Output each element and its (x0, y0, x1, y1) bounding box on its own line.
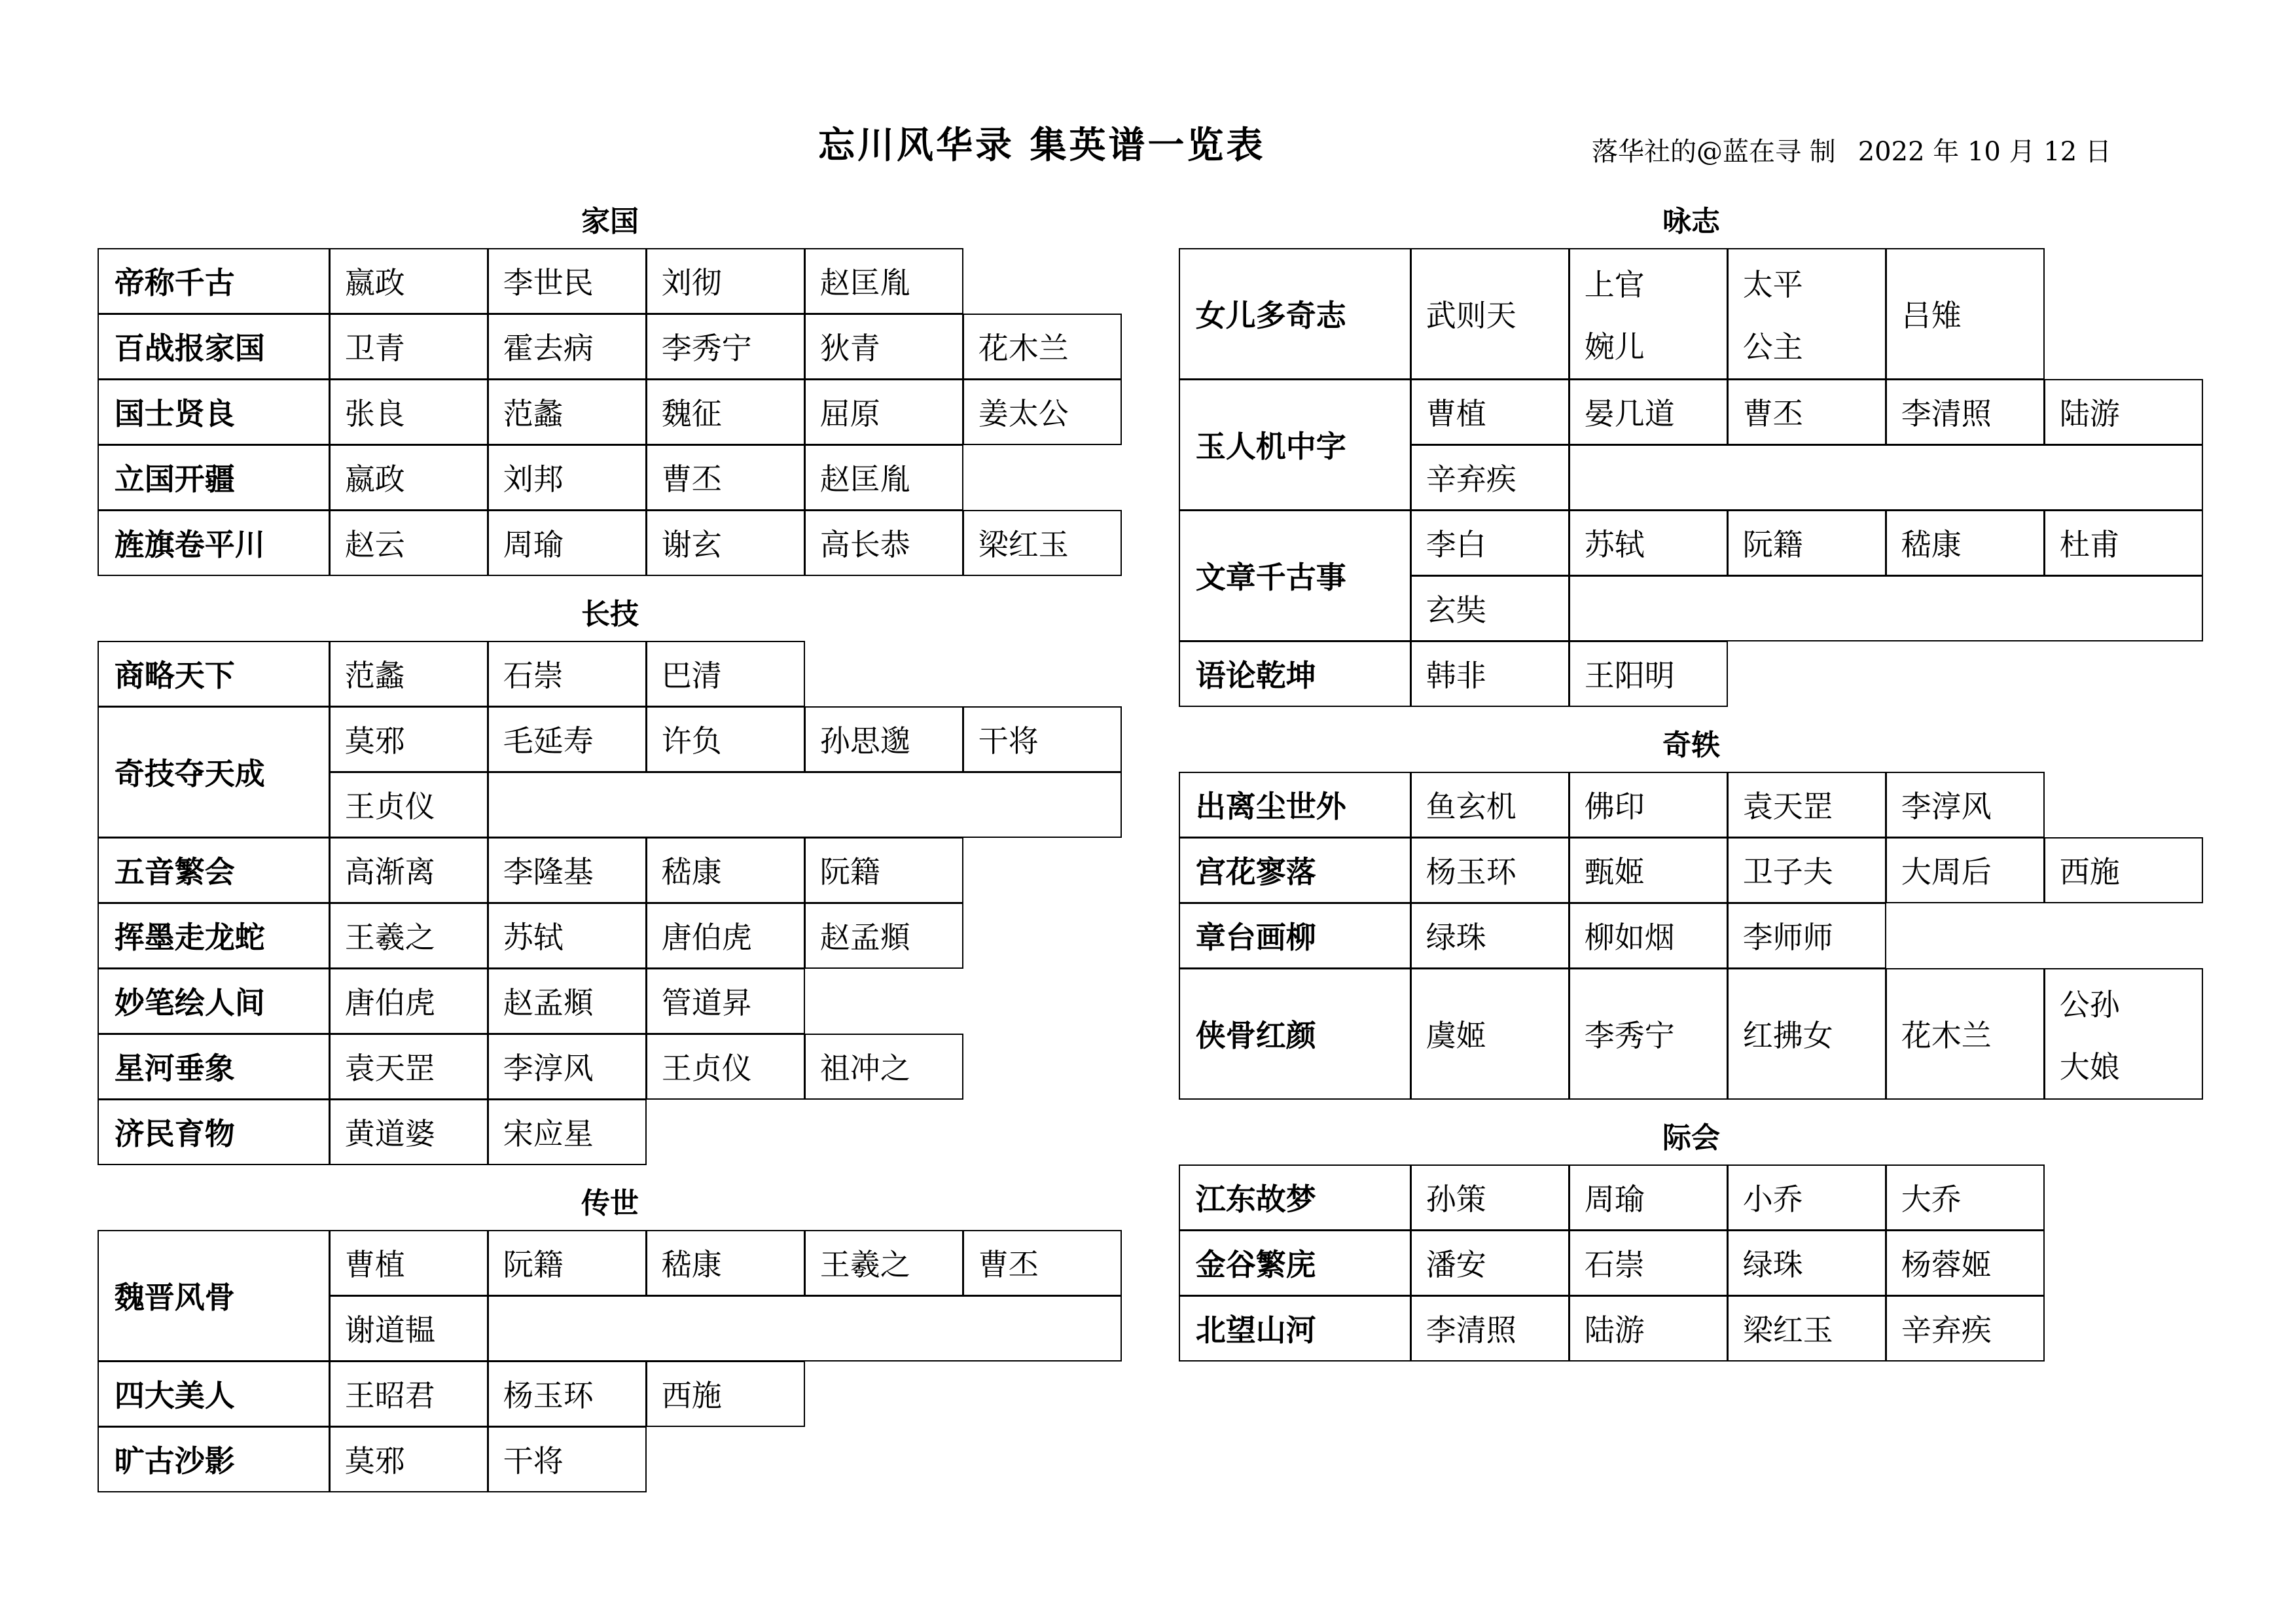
name-cell (1569, 248, 1728, 380)
name-cell: 李淳风 (488, 1034, 647, 1100)
name-cell: 孙策 (1410, 1164, 1570, 1231)
category-cell: 挥墨走龙蛇 (98, 903, 330, 969)
category-cell: 奇技夺天成 (98, 706, 330, 838)
name-cell: 鱼玄机 (1410, 772, 1570, 838)
name-cell (1410, 248, 1570, 380)
name-cell: 梁红玉 (1727, 1295, 1886, 1362)
category-cell: 金谷繁庑 (1179, 1230, 1411, 1296)
name-cell: 潘安 (1410, 1230, 1570, 1296)
name-cell: 韩非 (1410, 641, 1570, 707)
name-cell: 杨玉环 (488, 1361, 647, 1427)
name-cell: 范蠡 (329, 641, 488, 707)
name-cell: 王昭君 (329, 1361, 488, 1427)
name-cell: 甄姬 (1569, 837, 1728, 903)
name-cell: 莫邪 (329, 706, 488, 772)
name-cell: 西施 (2044, 837, 2203, 903)
section-heading: 家国 (581, 205, 639, 238)
name-cell: 唐伯虎 (329, 968, 488, 1034)
name-cell: 许负 (646, 706, 805, 772)
name-cell: 赵匡胤 (804, 444, 963, 511)
name-cell: 王羲之 (329, 903, 488, 969)
name-cell: 曹丕 (963, 1230, 1122, 1296)
name-cell: 陆游 (2044, 379, 2203, 445)
name-cell: 谢玄 (646, 510, 805, 576)
name-cell: 唐伯虎 (646, 903, 805, 969)
publish-date: 2022 年 10 月 12 日 (1857, 137, 2111, 167)
name-cell (2044, 968, 2203, 1100)
category-cell: 玉人机中字 (1179, 379, 1411, 511)
name-cell: 杜甫 (2044, 510, 2203, 576)
name-cell: 魏征 (646, 379, 805, 445)
section-heading: 奇轶 (1662, 729, 1720, 762)
category-cell: 五音繁会 (98, 837, 330, 903)
category-cell: 女儿多奇志 (1179, 248, 1411, 380)
category-cell: 济民育物 (98, 1099, 330, 1165)
empty-cell (1569, 575, 2203, 641)
name-cell: 张良 (329, 379, 488, 445)
category-cell: 出离尘世外 (1179, 772, 1411, 838)
name-cell (1727, 968, 1886, 1100)
name-cell: 管道昇 (646, 968, 805, 1034)
name-cell: 李隆基 (488, 837, 647, 903)
name-cell: 卫子夫 (1727, 837, 1886, 903)
name-cell: 佛印 (1569, 772, 1728, 838)
name-cell: 玄奘 (1410, 575, 1570, 641)
name-line: 公孙 (2059, 987, 2120, 1023)
page-title: 忘川风华录 集英谱一览表 (818, 124, 1266, 167)
name-cell: 嬴政 (329, 444, 488, 511)
name-cell: 石崇 (1569, 1230, 1728, 1296)
name-cell: 石崇 (488, 641, 647, 707)
empty-cell (488, 772, 1122, 838)
name-cell: 嵇康 (1886, 510, 2045, 576)
name-cell: 谢道韫 (329, 1295, 488, 1362)
category-cell: 百战报家国 (98, 314, 330, 380)
category-cell: 旌旗卷平川 (98, 510, 330, 576)
category-cell: 旷古沙影 (98, 1426, 330, 1492)
name-cell: 绿珠 (1410, 903, 1570, 969)
name-cell: 嵇康 (646, 1230, 805, 1296)
category-cell: 语论乾坤 (1179, 641, 1411, 707)
name-cell: 绿珠 (1727, 1230, 1886, 1296)
name-line: 红拂女 (1742, 1018, 1833, 1054)
name-cell: 阮籍 (804, 837, 963, 903)
name-cell (1410, 968, 1570, 1100)
name-cell: 孙思邈 (804, 706, 963, 772)
author-credit: 落华社的@蓝在寻 制 (1592, 137, 1836, 167)
name-cell (1727, 248, 1886, 380)
name-cell: 陆游 (1569, 1295, 1728, 1362)
empty-cell (1569, 444, 2203, 511)
name-cell: 干将 (963, 706, 1122, 772)
name-cell: 柳如烟 (1569, 903, 1728, 969)
name-cell: 李世民 (488, 248, 647, 314)
category-cell: 文章千古事 (1179, 510, 1411, 641)
name-cell: 王贞仪 (329, 772, 488, 838)
name-cell: 莫邪 (329, 1426, 488, 1492)
name-cell: 李清照 (1886, 379, 2045, 445)
name-cell: 高长恭 (804, 510, 963, 576)
name-cell: 范蠡 (488, 379, 647, 445)
name-cell: 赵孟頫 (804, 903, 963, 969)
name-cell: 阮籍 (488, 1230, 647, 1296)
name-cell: 刘彻 (646, 248, 805, 314)
name-cell: 曹丕 (646, 444, 805, 511)
name-cell: 祖冲之 (804, 1034, 963, 1100)
name-line: 婉儿 (1584, 329, 1645, 365)
name-cell: 杨蓉姬 (1886, 1230, 2045, 1296)
name-cell: 曹植 (329, 1230, 488, 1296)
name-line: 吕雉 (1901, 298, 1962, 334)
name-cell: 姜太公 (963, 379, 1122, 445)
name-cell: 辛弃疾 (1886, 1295, 2045, 1362)
category-cell: 妙笔绘人间 (98, 968, 330, 1034)
empty-cell (488, 1295, 1122, 1362)
name-cell: 嬴政 (329, 248, 488, 314)
name-cell: 王贞仪 (646, 1034, 805, 1100)
name-cell: 王阳明 (1569, 641, 1728, 707)
name-cell: 袁天罡 (329, 1034, 488, 1100)
category-cell: 章台画柳 (1179, 903, 1411, 969)
name-cell: 卫青 (329, 314, 488, 380)
name-cell: 曹丕 (1727, 379, 1886, 445)
name-line: 花木兰 (1901, 1018, 1992, 1054)
name-cell: 毛延寿 (488, 706, 647, 772)
name-line: 大娘 (2059, 1049, 2120, 1085)
name-cell: 赵匡胤 (804, 248, 963, 314)
name-cell: 屈原 (804, 379, 963, 445)
category-cell: 星河垂象 (98, 1034, 330, 1100)
name-cell: 霍去病 (488, 314, 647, 380)
category-cell: 魏晋风骨 (98, 1230, 330, 1362)
name-line: 武则天 (1426, 298, 1516, 334)
category-cell: 商略天下 (98, 641, 330, 707)
name-cell: 花木兰 (963, 314, 1122, 380)
name-line: 上官 (1584, 267, 1645, 303)
name-cell: 辛弃疾 (1410, 444, 1570, 511)
name-cell (1886, 248, 2045, 380)
name-cell: 干将 (488, 1426, 647, 1492)
name-cell: 狄青 (804, 314, 963, 380)
section-heading: 长技 (581, 598, 639, 631)
name-cell: 大乔 (1886, 1164, 2045, 1231)
category-cell: 四大美人 (98, 1361, 330, 1427)
name-cell (1886, 968, 2045, 1100)
section-heading: 际会 (1662, 1121, 1720, 1155)
category-cell: 侠骨红颜 (1179, 968, 1411, 1100)
name-cell (1569, 968, 1728, 1100)
byline (1592, 131, 2111, 168)
name-cell: 黄道婆 (329, 1099, 488, 1165)
name-cell: 李白 (1410, 510, 1570, 576)
name-line: 公主 (1742, 329, 1803, 365)
name-cell: 王羲之 (804, 1230, 963, 1296)
name-line: 太平 (1742, 267, 1803, 303)
name-cell: 刘邦 (488, 444, 647, 511)
section-heading: 咏志 (1662, 205, 1720, 238)
name-cell: 周瑜 (488, 510, 647, 576)
name-cell: 曹植 (1410, 379, 1570, 445)
category-cell: 江东故梦 (1179, 1164, 1411, 1231)
name-line: 李秀宁 (1584, 1018, 1675, 1054)
name-cell: 大周后 (1886, 837, 2045, 903)
name-cell: 李师师 (1727, 903, 1886, 969)
name-line: 虞姬 (1426, 1018, 1486, 1054)
name-cell: 李清照 (1410, 1295, 1570, 1362)
name-cell: 嵇康 (646, 837, 805, 903)
name-cell: 阮籍 (1727, 510, 1886, 576)
category-cell: 帝称千古 (98, 248, 330, 314)
name-cell: 苏轼 (488, 903, 647, 969)
name-cell: 杨玉环 (1410, 837, 1570, 903)
name-cell: 周瑜 (1569, 1164, 1728, 1231)
name-cell: 李淳风 (1886, 772, 2045, 838)
name-cell: 赵孟頫 (488, 968, 647, 1034)
category-cell: 立国开疆 (98, 444, 330, 511)
name-cell: 苏轼 (1569, 510, 1728, 576)
category-cell: 国士贤良 (98, 379, 330, 445)
name-cell: 赵云 (329, 510, 488, 576)
name-cell: 巴清 (646, 641, 805, 707)
category-cell: 宫花寥落 (1179, 837, 1411, 903)
name-cell: 高渐离 (329, 837, 488, 903)
section-heading: 传世 (581, 1187, 639, 1220)
name-cell: 小乔 (1727, 1164, 1886, 1231)
name-cell: 晏几道 (1569, 379, 1728, 445)
name-cell: 袁天罡 (1727, 772, 1886, 838)
category-cell: 北望山河 (1179, 1295, 1411, 1362)
name-cell: 宋应星 (488, 1099, 647, 1165)
name-cell: 李秀宁 (646, 314, 805, 380)
name-cell: 梁红玉 (963, 510, 1122, 576)
name-cell: 西施 (646, 1361, 805, 1427)
